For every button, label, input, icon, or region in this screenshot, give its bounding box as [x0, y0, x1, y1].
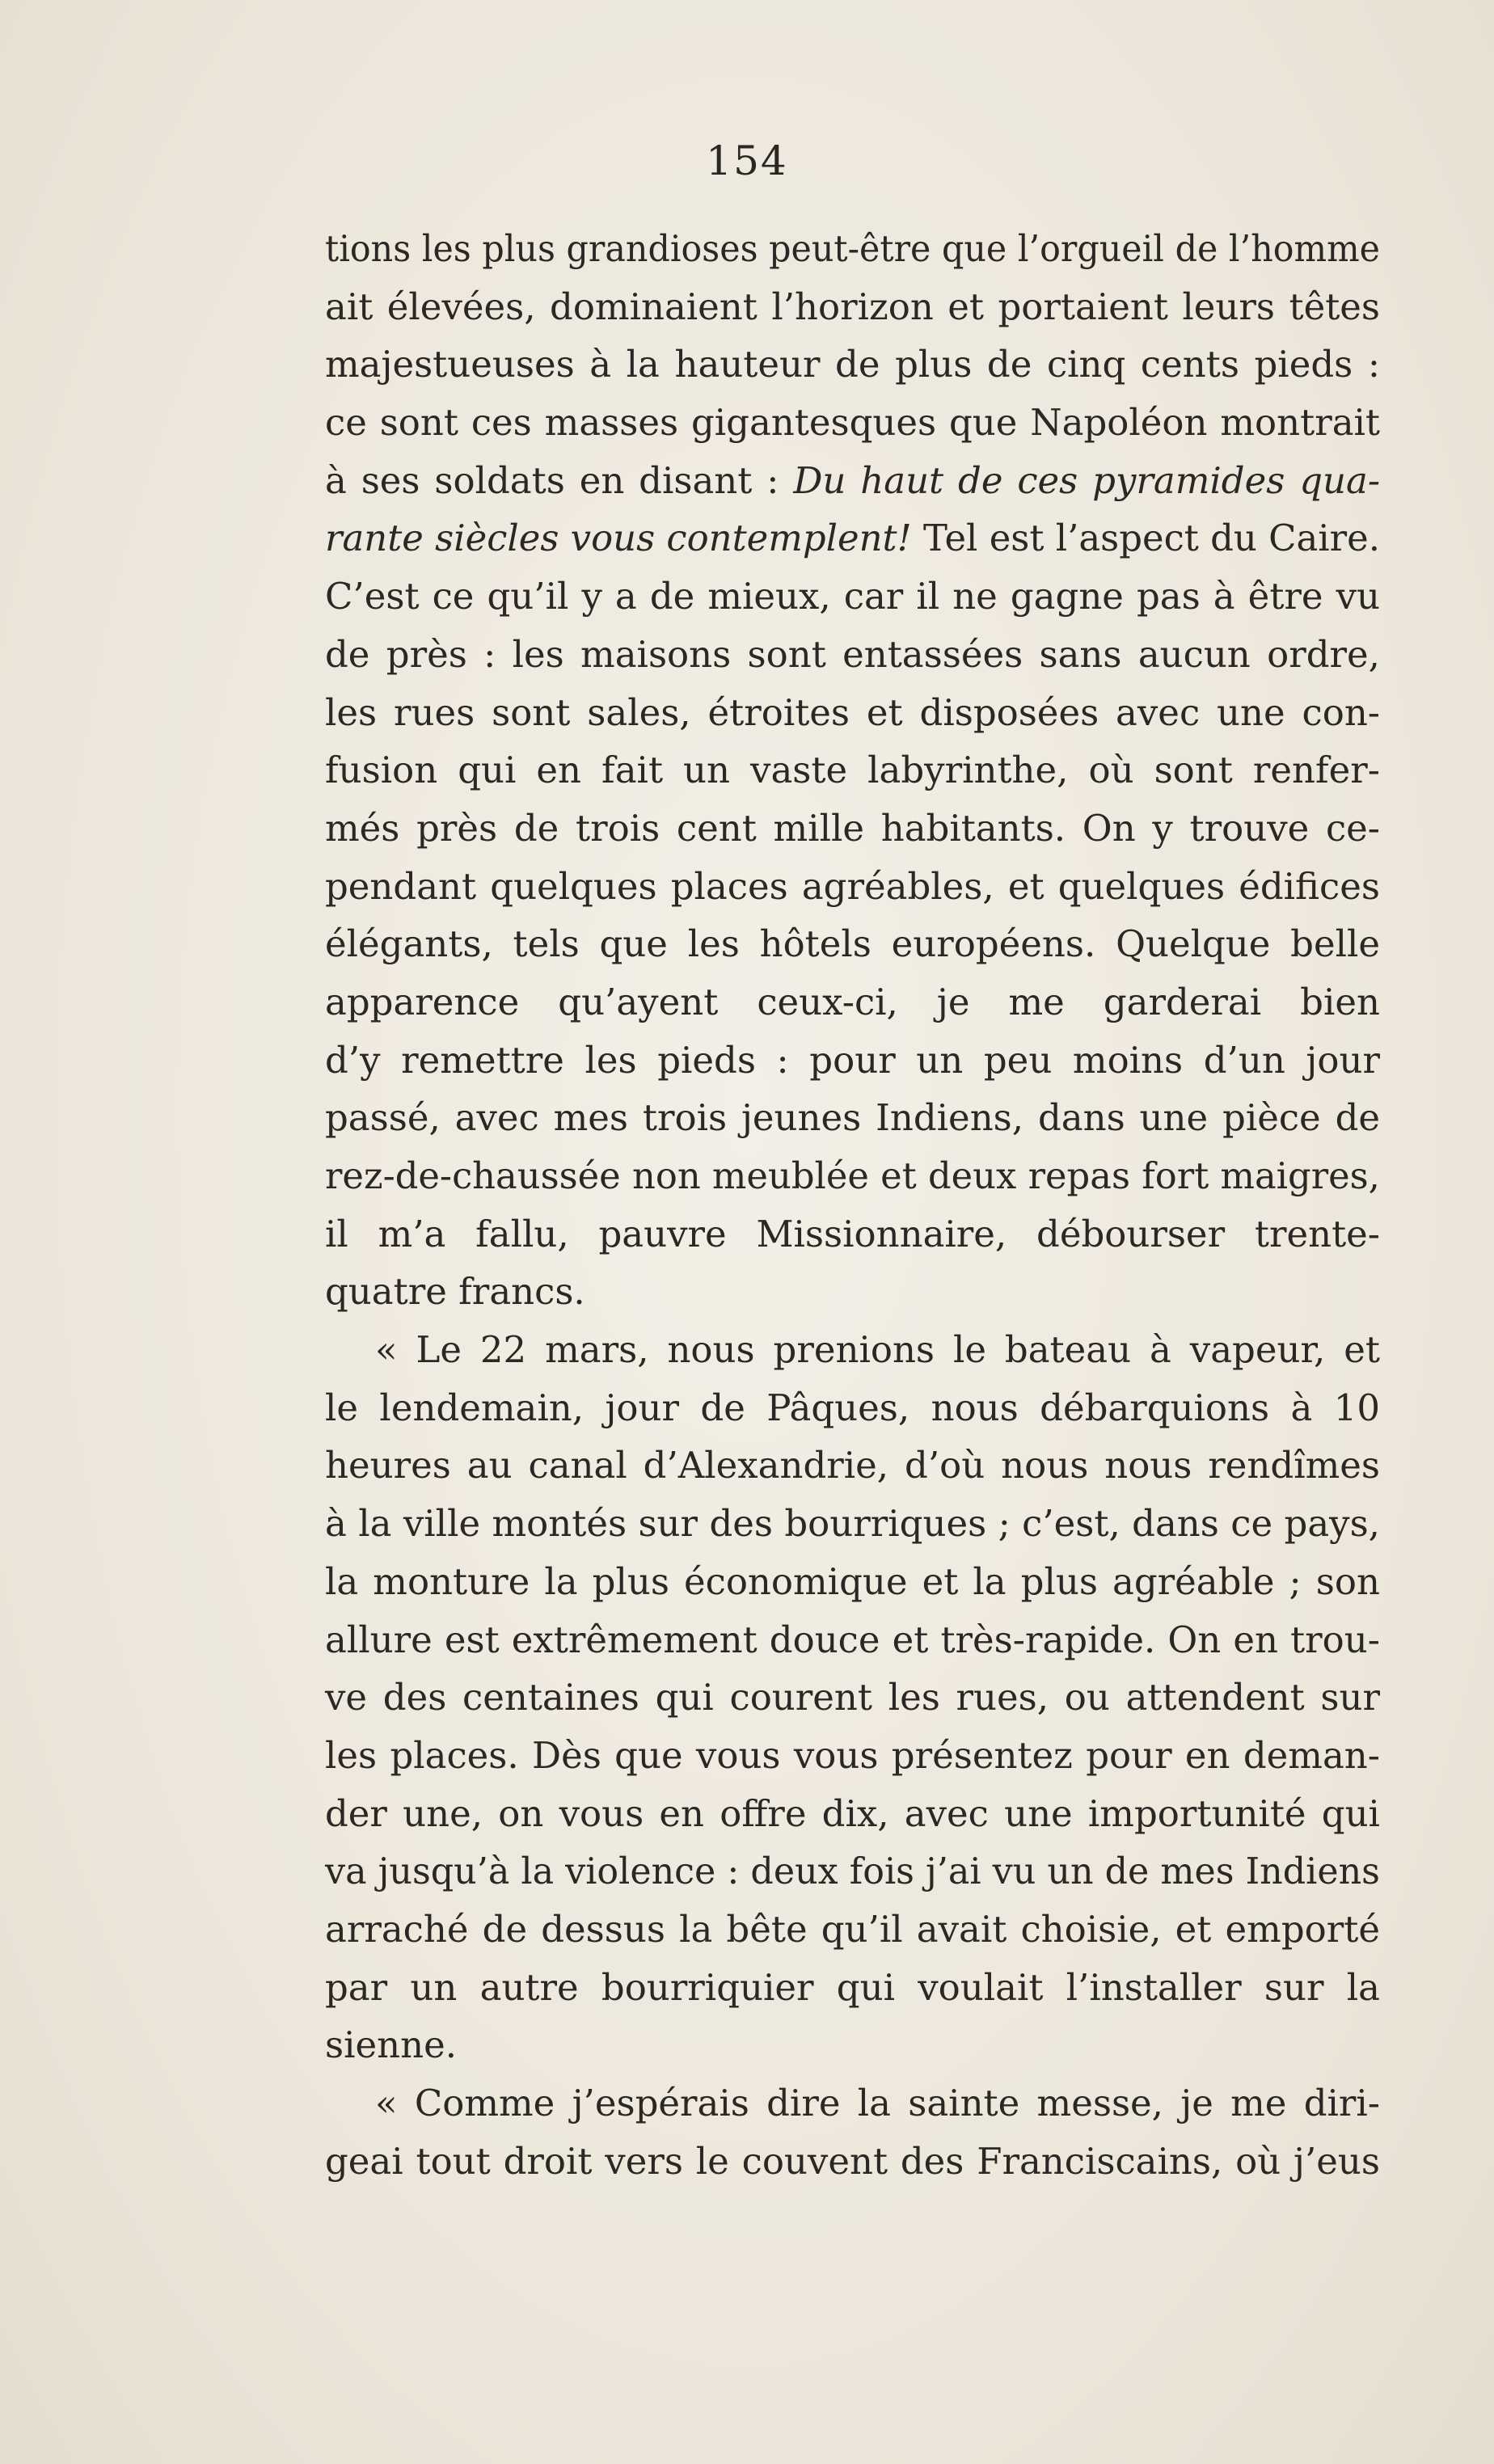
text-line [325, 1437, 1380, 1495]
text-line [325, 1669, 1380, 1727]
text-run: apparence qu’ayent ceux-ci, je me garderai bien [325, 980, 1380, 1023]
text-line [325, 973, 1380, 1032]
text-run: les places. Dès que vous vous présentez pour en deman- [325, 1733, 1380, 1777]
text-run: ve des centaines qui courent les rues, ou attendent sur [325, 1676, 1381, 1719]
text-line [325, 1205, 1380, 1264]
text-run: va jusqu’à la violence : deux fois j’ai vu un de mes Indiens [325, 1850, 1380, 1893]
text-run: la monture la plus économique et la plus agréable ; son [325, 1559, 1380, 1603]
text-line [325, 567, 1380, 626]
text-run: à la ville montés sur des bourriques ; c’est, dans ce pays, [325, 1502, 1380, 1546]
page-number: 154 [706, 137, 788, 184]
text-line [325, 1785, 1380, 1843]
text-run: il m’a fallu, pauvre Missionnaire, débourser trente- [325, 1212, 1380, 1255]
text-line [325, 335, 1380, 394]
text-run: quatre francs. [325, 1270, 585, 1314]
text-run: pendant quelques places agréables, et quelques édifices [325, 864, 1380, 908]
text-run: ce sont ces masses gigantesques que Napoléon montrait [325, 401, 1381, 445]
text-line [325, 278, 1380, 336]
text-line [325, 1901, 1380, 1959]
text-line [325, 1727, 1380, 1785]
text-run: « Le 22 mars, nous prenions le bateau à vapeur, et [375, 1328, 1380, 1372]
text-line [325, 452, 1380, 510]
text-line [325, 684, 1380, 742]
text-line [325, 1553, 1380, 1611]
text-line [325, 1321, 1380, 1379]
text-line [325, 1089, 1380, 1147]
text-line [325, 1611, 1380, 1669]
text-line [325, 220, 1380, 278]
text-line [325, 394, 1380, 452]
text-run: ait élevées, dominaient l’horizon et portaient leurs têtes [325, 285, 1381, 328]
text-run: à ses soldats en disant : [325, 458, 794, 502]
text-run: majestueuses à la hauteur de plus de cinq cents pieds : [325, 343, 1380, 386]
text-line [325, 1842, 1380, 1901]
text-run: més près de trois cent mille habitants. On y trouve ce- [325, 806, 1381, 850]
text-run: d’y remettre les pieds : pour un peu moins d’un jour [325, 1038, 1380, 1082]
italic-quote: Du haut de ces pyramides qua- [793, 458, 1381, 502]
text-run: « Comme j’espérais dire la sainte messe, je me diri- [375, 2082, 1381, 2124]
text-run: heures au canal d’Alexandrie, d’où nous nous rendîmes [325, 1444, 1381, 1487]
text-line [325, 1959, 1380, 2017]
body-text [325, 220, 1380, 2190]
text-line [325, 915, 1380, 973]
text-line [325, 1263, 1380, 1321]
text-line [325, 741, 1380, 800]
text-run: geai tout droit vers le couvent des Franciscains, où j’eus [325, 2139, 1380, 2183]
text-line [325, 2016, 1380, 2074]
text-run: sienne. [325, 2023, 458, 2067]
text-line [325, 509, 1380, 567]
italic-quote: rante siècles vous contemplent! [325, 517, 912, 560]
text-run: passé, avec mes trois jeunes Indiens, dans une pièce de [325, 1096, 1381, 1140]
text-run: les rues sont sales, étroites et disposées avec une con- [325, 690, 1381, 734]
text-run: der une, on vous en offre dix, avec une importunité qui [325, 1791, 1380, 1835]
text-line [325, 2133, 1380, 2191]
text-run: fusion qui en fait un vaste labyrinthe, où sont renfer- [325, 749, 1380, 792]
text-run: par un autre bourriquier qui voulait l’installer sur la [325, 1965, 1380, 2009]
text-run: Tel est l’aspect du Caire. [911, 517, 1381, 560]
text-run: tions les plus grandioses peut-être que l’orgueil de l’homme [325, 227, 1380, 270]
text-run: de près : les maisons sont entassées sans aucun ordre, [325, 632, 1380, 676]
text-line [325, 2074, 1380, 2133]
text-run: rez-de-chaussée non meublée et deux repas fort maigres, [325, 1154, 1380, 1197]
text-line [325, 626, 1380, 684]
text-run: arraché de dessus la bête qu’il avait choisie, et emporté [325, 1907, 1380, 1951]
text-line [325, 1147, 1380, 1205]
text-run: allure est extrêmement douce et très-rapide. On en trou- [325, 1618, 1380, 1661]
text-line [325, 1495, 1380, 1553]
text-run: élégants, tels que les hôtels européens. Quelque belle [325, 922, 1381, 966]
text-line [325, 1379, 1380, 1437]
text-run: C’est ce qu’il y a de mieux, car il ne gagne pas à être vu [325, 575, 1381, 618]
text-line [325, 1032, 1380, 1090]
text-line [325, 858, 1380, 916]
text-line [325, 800, 1380, 858]
text-run: le lendemain, jour de Pâques, nous débarquions à 10 [325, 1386, 1381, 1429]
